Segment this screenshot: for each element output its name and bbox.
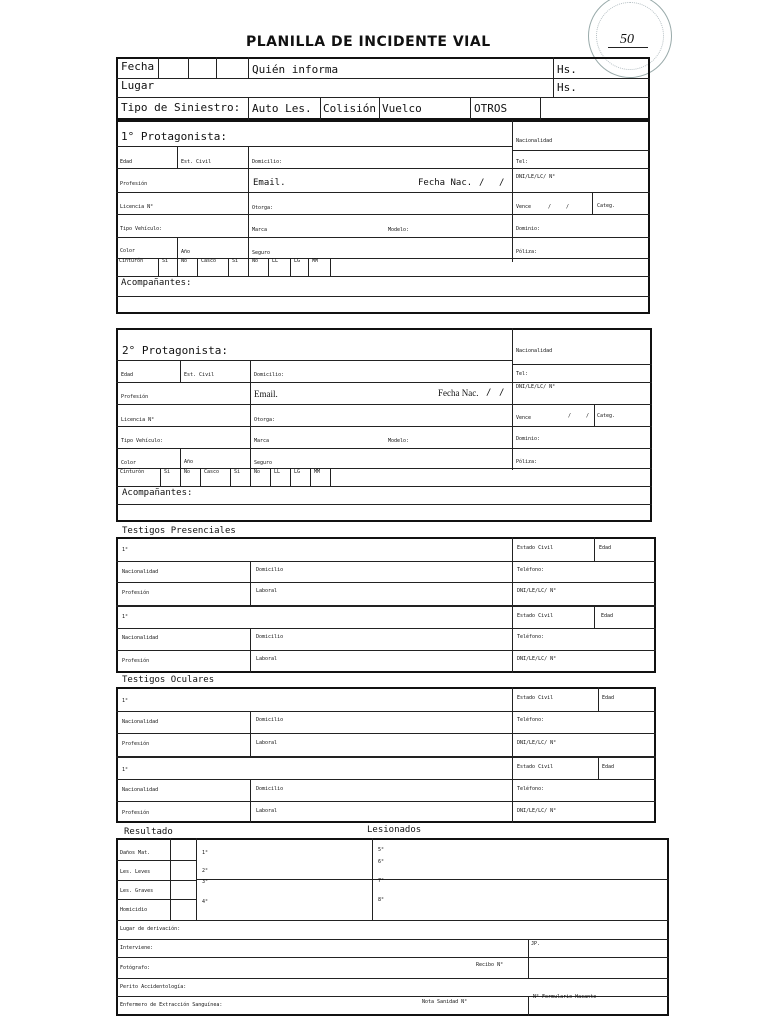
- p2-fecha-nac-label: Fecha Nac.: [438, 388, 479, 398]
- lesionado-8: 8°: [378, 897, 385, 903]
- p1-tel-label: Tel:: [516, 159, 529, 165]
- lugar-derivacion-label: Lugar de derivación:: [120, 926, 181, 932]
- p1-nacionalidad-label: Nacionalidad: [516, 138, 553, 144]
- p1-seguro-label: Seguro: [252, 250, 271, 256]
- p1-vence-label: Vence: [516, 204, 532, 210]
- hs-label-2: Hs.: [557, 81, 577, 94]
- p2-nacionalidad-label: Nacionalidad: [516, 348, 553, 354]
- p1-fecha-slash-1: /: [479, 178, 485, 188]
- p1-categ-label: Categ.: [597, 203, 616, 209]
- tp-1-num: 1°: [122, 547, 129, 553]
- p1-marca-label: Marca: [252, 227, 268, 233]
- fecha-label: Fecha: [121, 60, 155, 73]
- vuelco-option: Vuelco: [382, 102, 422, 115]
- p2-cinturon-label: Cinturón: [120, 469, 145, 475]
- tp-2-num: 1°: [122, 614, 129, 620]
- lesionado-4: 4°: [202, 899, 209, 905]
- p2-mm: MM: [314, 469, 321, 475]
- p2-title: 2° Protagonista:: [122, 344, 228, 357]
- protagonista-2-box: [116, 328, 652, 522]
- tp-2-laboral-label: Laboral: [256, 656, 278, 662]
- p1-fecha-slash-2: /: [499, 178, 505, 188]
- p1-profesion-label: Profesión: [120, 181, 148, 187]
- p2-dni-label: DNI/LE/LC/ N°: [516, 384, 556, 390]
- p1-color-label: Color: [120, 248, 136, 254]
- p2-email-label: Email.: [254, 389, 278, 399]
- to-1-profesion-label: Profesión: [122, 741, 150, 747]
- p1-vence-slash-2: /: [566, 204, 570, 210]
- tp-1-telefono-label: Teléfono:: [517, 567, 545, 573]
- p2-vence-slash-2: /: [586, 413, 590, 419]
- fotografo-label: Fotógrafo:: [120, 965, 151, 971]
- tp-2-telefono-label: Teléfono:: [517, 634, 545, 640]
- p1-casco-no: No: [252, 258, 259, 264]
- p2-lg: LG: [294, 469, 301, 475]
- p2-marca-label: Marca: [254, 438, 270, 444]
- p1-ll: LL: [272, 258, 279, 264]
- lugar-label: Lugar: [121, 79, 155, 92]
- p1-edad-label: Edad: [120, 159, 133, 165]
- page-title: PLANILLA DE INCIDENTE VIAL: [246, 34, 491, 50]
- lesionados-title: Lesionados: [367, 825, 422, 835]
- p2-est-civil-label: Est. Civil: [184, 372, 215, 378]
- p1-poliza-label: Póliza:: [516, 249, 538, 255]
- colision-option: Colisión: [323, 102, 376, 115]
- perito-label: Perito Accidentología:: [120, 984, 187, 990]
- p1-modelo-label: Modelo:: [388, 227, 410, 233]
- p1-est-civil-label: Est. Civil: [181, 159, 212, 165]
- p1-dni-label: DNI/LE/LC/ N°: [516, 174, 556, 180]
- p1-lg: LG: [294, 258, 301, 264]
- p2-fecha-slash-1: /: [486, 388, 492, 398]
- to-2-nacionalidad-label: Nacionalidad: [122, 787, 159, 793]
- p1-dominio-label: Dominio:: [516, 226, 541, 232]
- to-1-edad-label: Edad: [602, 695, 615, 701]
- testigos-oculares-title: Testigos Oculares: [122, 675, 215, 685]
- lesionado-6: 6°: [378, 859, 385, 865]
- p2-licencia-label: Licencia N°: [121, 417, 155, 423]
- stamp-number: 50: [620, 32, 634, 47]
- recibo-label: Recibo N°: [476, 962, 504, 968]
- p1-fecha-nac-label: Fecha Nac.: [418, 178, 473, 188]
- to-1-num: 1°: [122, 698, 129, 704]
- resultado-title: Resultado: [124, 827, 173, 837]
- auto-les-option: Auto Les.: [252, 102, 312, 115]
- to-2-num: 1°: [122, 767, 129, 773]
- to-1-nacionalidad-label: Nacionalidad: [122, 719, 159, 725]
- p1-licencia-label: Licencia N°: [120, 204, 154, 210]
- quien-informa-label: Quién informa: [252, 63, 339, 76]
- p1-title: 1° Protagonista:: [121, 130, 227, 143]
- tp-2-domicilio-label: Domicilio: [256, 634, 284, 640]
- p1-anio-label: Año: [181, 249, 191, 255]
- p2-domicilio-label: Domicilio:: [254, 372, 285, 378]
- p2-cinturon-si: Si: [164, 469, 171, 475]
- p1-vence-slash-1: /: [548, 204, 552, 210]
- p2-casco-no: No: [254, 469, 261, 475]
- p2-tel-label: Tel:: [516, 371, 529, 377]
- resultado-box: [116, 838, 669, 1016]
- lesionado-7: 7°: [378, 878, 385, 884]
- formulario-label: N° Formulario Hacante: [533, 994, 597, 1000]
- p1-cinturon-no: No: [181, 258, 188, 264]
- to-1-telefono-label: Teléfono:: [517, 717, 545, 723]
- stamp-underline: [608, 47, 648, 48]
- otros-option: OTROS: [474, 102, 508, 115]
- p1-mm: MM: [312, 258, 319, 264]
- tp-2-nacionalidad-label: Nacionalidad: [122, 635, 159, 641]
- p1-otorga-label: Otorga:: [252, 205, 274, 211]
- p1-casco-si: Si: [232, 258, 239, 264]
- p2-categ-label: Categ.: [597, 413, 616, 419]
- tipo-siniestro-label: Tipo de Siniestro:: [121, 101, 241, 114]
- p2-vence-slash-1: /: [568, 413, 572, 419]
- tp-1-estado-civil-label: Estado Civil: [517, 545, 554, 551]
- p1-domicilio-label: Domicilio:: [252, 159, 283, 165]
- tp-1-nacionalidad-label: Nacionalidad: [122, 569, 159, 575]
- jp-label: JP.: [531, 941, 541, 947]
- p1-email-label: Email.: [253, 178, 286, 188]
- p2-fecha-slash-2: /: [499, 388, 505, 398]
- p2-poliza-label: Póliza:: [516, 459, 538, 465]
- tp-1-profesion-label: Profesión: [122, 590, 150, 596]
- lesionado-2: 2°: [202, 868, 209, 874]
- tp-1-laboral-label: Laboral: [256, 588, 278, 594]
- to-2-domicilio-label: Domicilio: [256, 786, 284, 792]
- p2-casco-label: Casco: [204, 469, 220, 475]
- tp-2-profesion-label: Profesión: [122, 658, 150, 664]
- to-1-laboral-label: Laboral: [256, 740, 278, 746]
- tp-2-dni-label: DNI/LE/LC/ N°: [517, 656, 557, 662]
- to-2-profesion-label: Profesión: [122, 810, 150, 816]
- to-1-estado-civil-label: Estado Civil: [517, 695, 554, 701]
- p2-cinturon-no: No: [184, 469, 191, 475]
- p1-cinturon-label: Cinturón: [119, 258, 144, 264]
- hs-label-1: Hs.: [557, 63, 577, 76]
- lesionado-3: 3°: [202, 879, 209, 885]
- p2-acompanantes-label: Acompañantes:: [122, 488, 193, 498]
- p2-profesion-label: Profesión: [121, 394, 149, 400]
- testigos-presenciales-title: Testigos Presenciales: [122, 526, 236, 536]
- p1-acompanantes-label: Acompañantes:: [121, 278, 192, 288]
- p2-seguro-label: Seguro: [254, 460, 273, 466]
- p2-otorga-label: Otorga:: [254, 417, 276, 423]
- tp-2-edad-label: Edad: [601, 613, 614, 619]
- tp-1-dni-label: DNI/LE/LC/ N°: [517, 588, 557, 594]
- les-graves-label: Les. Graves: [120, 888, 154, 894]
- testigos-oculares-box: [116, 687, 656, 823]
- homicidio-label: Homicidio: [120, 907, 148, 913]
- p2-tipo-vehiculo-label: Tipo Vehículo:: [121, 438, 164, 444]
- p2-ll: LL: [274, 469, 281, 475]
- p2-modelo-label: Modelo:: [388, 438, 410, 444]
- to-2-estado-civil-label: Estado Civil: [517, 764, 554, 770]
- p1-tipo-vehiculo-label: Tipo Vehículo:: [120, 226, 163, 232]
- enfermero-label: Enfermero de Extracción Sanguínea:: [120, 1002, 223, 1008]
- p2-dominio-label: Dominio:: [516, 436, 541, 442]
- interviene-label: Interviene:: [120, 945, 154, 951]
- to-2-telefono-label: Teléfono:: [517, 786, 545, 792]
- lesionado-1: 1°: [202, 850, 209, 856]
- to-2-laboral-label: Laboral: [256, 808, 278, 814]
- p2-casco-si: Si: [234, 469, 241, 475]
- p2-vence-label: Vence: [516, 415, 532, 421]
- to-1-domicilio-label: Domicilio: [256, 717, 284, 723]
- to-2-edad-label: Edad: [602, 764, 615, 770]
- lesionado-5: 5°: [378, 847, 385, 853]
- to-2-dni-label: DNI/LE/LC/ N°: [517, 808, 557, 814]
- les-leves-label: Les. Leves: [120, 869, 151, 875]
- p2-anio-label: Año: [184, 459, 194, 465]
- danos-mat-label: Daños Mat.: [120, 850, 151, 856]
- nota-sanidad-label: Nota Sanidad N°: [422, 999, 468, 1005]
- p2-color-label: Color: [121, 460, 137, 466]
- p2-edad-label: Edad: [121, 372, 134, 378]
- p1-cinturon-si: Si: [162, 258, 169, 264]
- tp-1-domicilio-label: Domicilio: [256, 567, 284, 573]
- tp-2-estado-civil-label: Estado Civil: [517, 613, 554, 619]
- p1-casco-label: Casco: [201, 258, 217, 264]
- tp-1-edad-label: Edad: [599, 545, 612, 551]
- to-1-dni-label: DNI/LE/LC/ N°: [517, 740, 557, 746]
